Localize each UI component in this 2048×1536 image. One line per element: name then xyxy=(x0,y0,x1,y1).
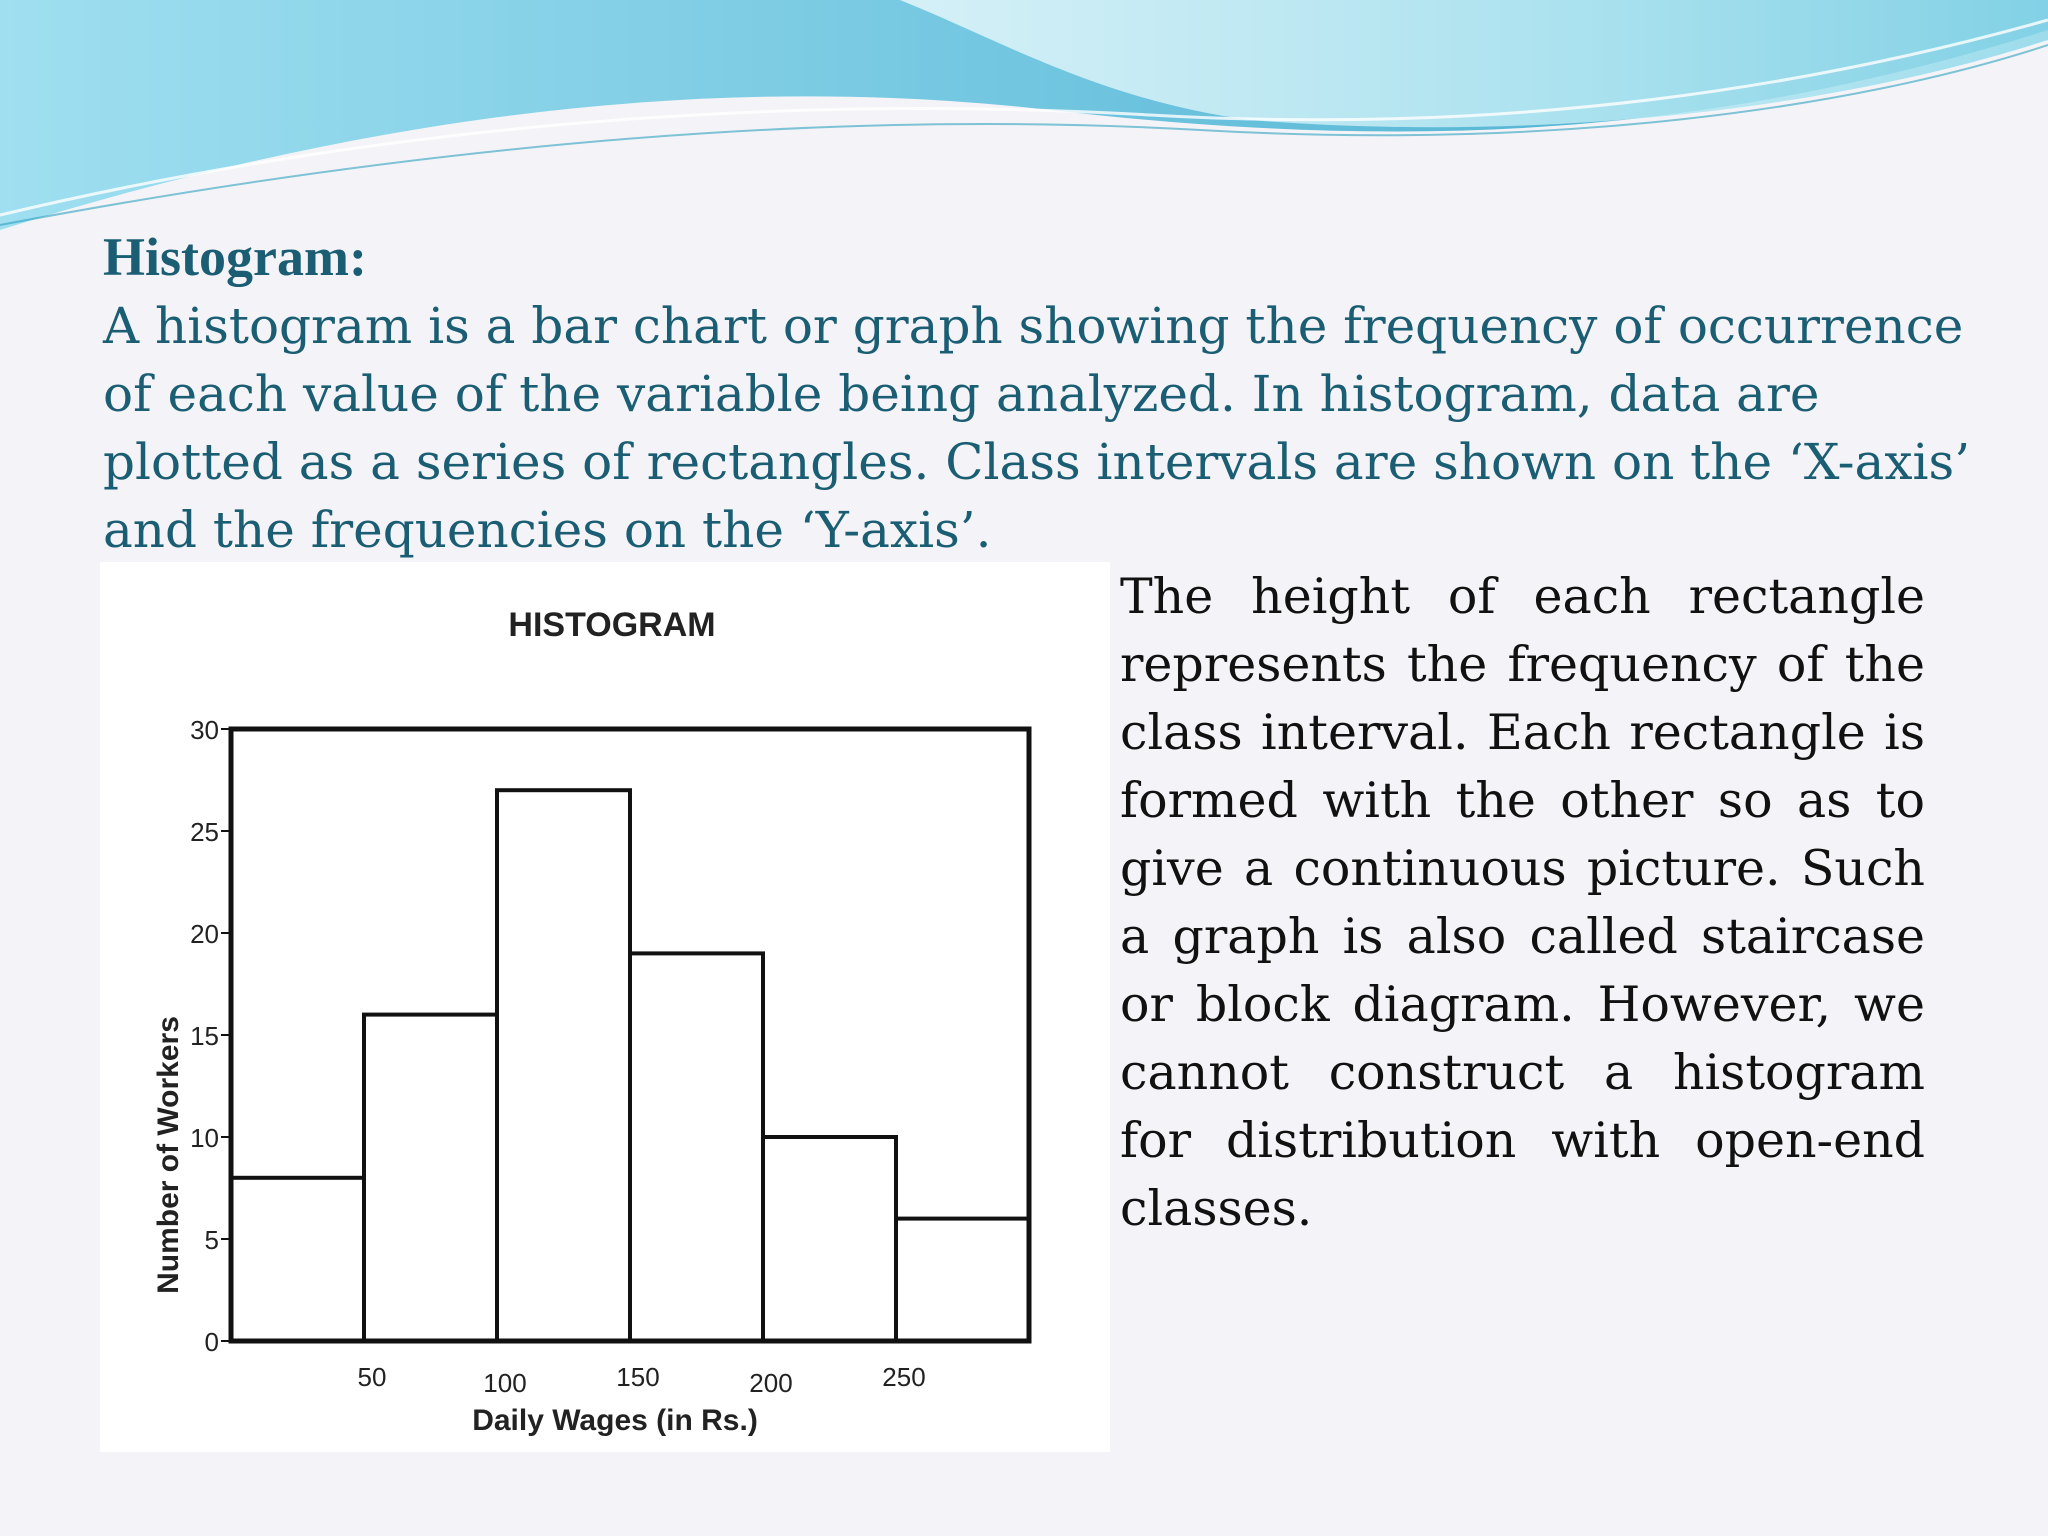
histogram-bar xyxy=(231,1178,364,1341)
histogram-svg xyxy=(100,562,1110,1452)
histogram-bar xyxy=(763,1137,896,1341)
histogram-bar xyxy=(896,1219,1029,1341)
y-tick-label: 0 xyxy=(204,1327,219,1357)
header-wave-decoration xyxy=(0,0,2048,240)
y-axis-label: Number of Workers xyxy=(152,1016,185,1294)
histogram-bar xyxy=(364,1015,497,1341)
x-tick-label: 50 xyxy=(357,1362,387,1392)
y-tick-label: 15 xyxy=(190,1021,219,1051)
y-tick-label: 30 xyxy=(190,715,219,745)
intro-paragraph: A histogram is a bar chart or graph showing the frequency of occurrence of each value of the variable being analyzed. In histogram, data are plotted as a series of rectangles. Class intervals are shown on the ‘X-axis’ and the frequencies on the ‘Y-axis’. xyxy=(103,297,1971,559)
y-tick-label: 25 xyxy=(190,817,219,847)
histogram-bar xyxy=(630,953,763,1341)
y-tick-label: 10 xyxy=(190,1123,219,1153)
x-tick-label: 250 xyxy=(882,1362,926,1392)
x-tick-label: 150 xyxy=(616,1362,660,1392)
x-tick-label: 200 xyxy=(749,1368,793,1398)
x-axis-label: Daily Wages (in Rs.) xyxy=(472,1404,758,1437)
chart-title: HISTOGRAM xyxy=(508,606,716,644)
histogram-chart xyxy=(100,562,1110,1452)
y-tick-label: 20 xyxy=(190,919,219,949)
x-tick-label: 100 xyxy=(483,1368,527,1398)
histogram-bar xyxy=(497,790,630,1341)
side-paragraph: The height of each rectangle represents the frequency of the class interval. Each rectangle is formed with the other so as to give a continuous picture. Such a graph is also called staircase or block diagram. However, we cannot construct a histogram for distribution with open-end classes. xyxy=(1120,568,1925,1237)
y-tick-label: 5 xyxy=(204,1225,219,1255)
slide-title: Histogram: xyxy=(103,227,367,287)
